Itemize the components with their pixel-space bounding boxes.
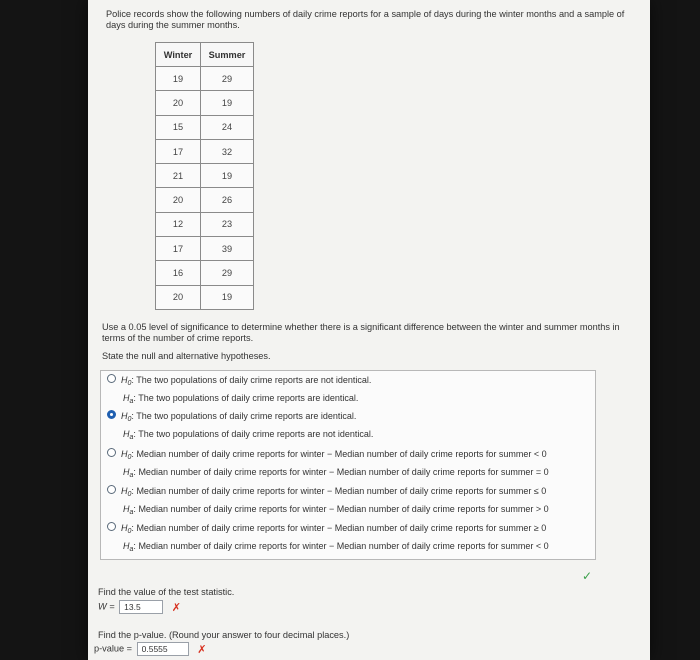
table-row xyxy=(156,164,254,188)
incorrect-x-icon: ✗ xyxy=(171,601,181,614)
summer-cell: 24 xyxy=(201,115,254,139)
winter-cell: 20 xyxy=(156,285,201,309)
option-4[interactable]: $H_0$: Median number of daily crime reports for winter − Median number of daily crime reports for summer ≤ 0 $H_a$: Median number of daily crime reports for winter − Median number of daily crime reports for summer > 0 xyxy=(107,484,549,520)
table-row xyxy=(156,188,254,212)
radio-option-1[interactable] xyxy=(107,374,116,383)
summer-cell: 26 xyxy=(201,188,254,212)
option-3-h0: Median number of daily crime reports for winter − Median number of daily crime reports for summer < 0 xyxy=(136,449,547,459)
summer-cell: 29 xyxy=(201,67,254,91)
option-5-ha: Median number of daily crime reports for winter − Median number of daily crime reports for summer < 0 xyxy=(138,541,549,551)
summer-cell: 29 xyxy=(201,261,254,285)
option-4-h0: Median number of daily crime reports for winter − Median number of daily crime reports for summer ≤ 0 xyxy=(136,486,547,496)
table-row xyxy=(156,261,254,285)
option-4-ha: Median number of daily crime reports for winter − Median number of daily crime reports for summer > 0 xyxy=(138,504,549,514)
option-2-ha: The two populations of daily crime reports are not identical. xyxy=(138,429,374,439)
summer-cell: 19 xyxy=(201,91,254,115)
table-row xyxy=(156,115,254,139)
radio-option-4[interactable] xyxy=(107,485,116,494)
question-panel xyxy=(88,0,650,660)
winter-cell: 12 xyxy=(156,212,201,236)
option-1[interactable]: $H_0$: The two populations of daily crime reports are not identical. $H_a$: The two populations of daily crime reports are identical. xyxy=(107,373,371,409)
state-hypotheses-prompt: State the null and alternative hypotheses. xyxy=(102,351,271,361)
winter-cell: 19 xyxy=(156,67,201,91)
header-summer: Summer xyxy=(201,43,254,67)
test-statistic-row xyxy=(98,600,181,614)
winter-cell: 17 xyxy=(156,139,201,163)
crime-data-table xyxy=(155,42,254,310)
p-value-row xyxy=(94,642,206,656)
test-statistic-input[interactable]: 13.5 xyxy=(119,600,163,614)
summer-cell: 39 xyxy=(201,237,254,261)
instruction-text: Use a 0.05 level of significance to determine whether there is a significant difference between the winter and summer months in terms of the number of crime reports. xyxy=(102,322,620,343)
winter-cell: 16 xyxy=(156,261,201,285)
summer-cell: 19 xyxy=(201,164,254,188)
table-row xyxy=(156,139,254,163)
radio-option-2[interactable] xyxy=(107,410,116,419)
radio-option-5[interactable] xyxy=(107,522,116,531)
table-row xyxy=(156,91,254,115)
option-5-h0: Median number of daily crime reports for winter − Median number of daily crime reports for summer ≥ 0 xyxy=(136,523,547,533)
incorrect-x-icon: ✗ xyxy=(197,643,207,656)
option-2-h0: The two populations of daily crime reports are identical. xyxy=(136,411,357,421)
correct-check-icon: ✓ xyxy=(582,569,593,583)
option-5[interactable]: $H_0$: Median number of daily crime reports for winter − Median number of daily crime reports for summer ≥ 0 $H_a$: Median number of daily crime reports for winter − Median number of daily crime reports for summer < 0 xyxy=(107,521,549,557)
p-value-prompt: Find the p-value. (Round your answer to four decimal places.) xyxy=(98,630,350,640)
option-3-ha: Median number of daily crime reports for winter − Median number of daily crime reports for summer = 0 xyxy=(138,467,549,477)
header-winter: Winter xyxy=(156,43,201,67)
w-label: W = xyxy=(98,601,115,612)
winter-cell: 21 xyxy=(156,164,201,188)
winter-cell: 15 xyxy=(156,115,201,139)
summer-cell: 23 xyxy=(201,212,254,236)
p-value-label: p-value = xyxy=(94,643,133,654)
summer-cell: 32 xyxy=(201,139,254,163)
radio-option-3[interactable] xyxy=(107,448,116,457)
table-row xyxy=(156,67,254,91)
test-statistic-prompt: Find the value of the test statistic. xyxy=(98,587,235,597)
table-row xyxy=(156,237,254,261)
table-row xyxy=(156,285,254,309)
summer-cell: 19 xyxy=(201,285,254,309)
p-value-input[interactable]: 0.5555 xyxy=(137,642,189,656)
option-1-ha: The two populations of daily crime reports are identical. xyxy=(138,393,359,403)
option-2[interactable]: $H_0$: The two populations of daily crime reports are identical. $H_a$: The two populations of daily crime reports are not identical. xyxy=(107,409,373,445)
option-1-h0: The two populations of daily crime reports are not identical. xyxy=(136,375,372,385)
winter-cell: 20 xyxy=(156,188,201,212)
winter-cell: 20 xyxy=(156,91,201,115)
intro-text: Police records show the following numbers of daily crime reports for a sample of days during the winter months and a sample of days during the summer months. xyxy=(106,9,625,30)
winter-cell: 17 xyxy=(156,237,201,261)
hypotheses-options xyxy=(100,370,596,560)
option-3[interactable]: $H_0$: Median number of daily crime reports for winter − Median number of daily crime reports for summer < 0 $H_a$: Median number of daily crime reports for winter − Median number of daily crime reports for summer = 0 xyxy=(107,447,549,483)
table-row xyxy=(156,212,254,236)
